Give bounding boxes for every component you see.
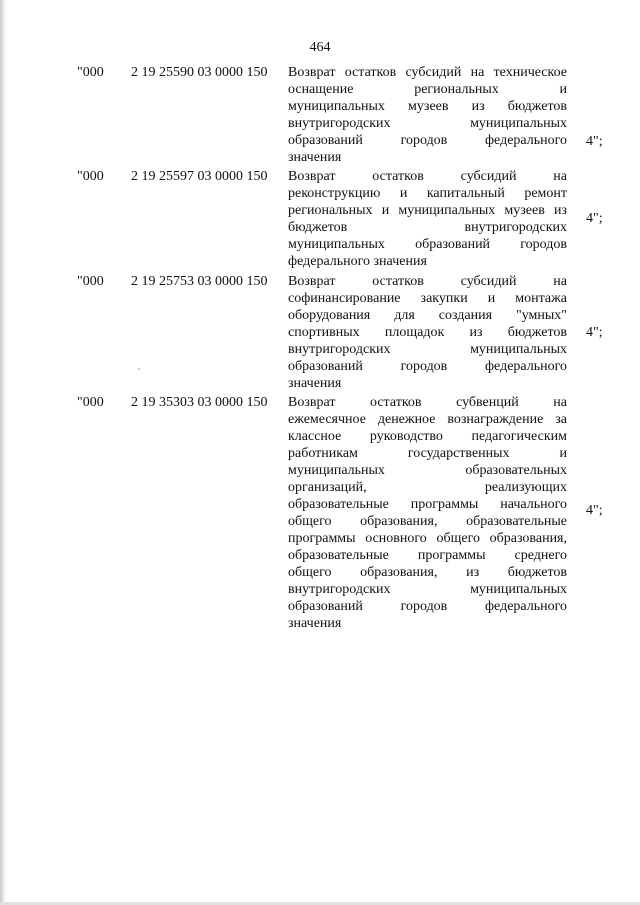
description-line: образовательные программы среднего bbox=[288, 548, 567, 563]
description-line: региональных и муниципальных музеев из bbox=[288, 203, 567, 218]
description-line: муниципальных образований городов bbox=[288, 237, 567, 252]
page-shadow-edge bbox=[0, 0, 6, 905]
row-code: 2 19 35303 03 0000 150 bbox=[131, 395, 268, 410]
description-line: работникам государственных и bbox=[288, 446, 567, 461]
description-line: ежемесячное денежное вознаграждение за bbox=[288, 412, 567, 427]
row-prefix: "000 bbox=[77, 274, 104, 289]
description-line: образований городов федерального bbox=[288, 599, 567, 614]
row-description bbox=[288, 168, 567, 270]
description-line: организаций, реализующих bbox=[288, 480, 567, 495]
description-line: Возврат остатков субсидий на bbox=[288, 169, 567, 184]
row-suffix: 4"; bbox=[586, 503, 603, 518]
description-line: классное руководство педагогическим bbox=[288, 429, 567, 444]
description-line: внутригородских муниципальных bbox=[288, 582, 567, 597]
scan-speck bbox=[138, 368, 140, 370]
row-code: 2 19 25753 03 0000 150 bbox=[131, 274, 268, 289]
description-line: Возврат остатков субсидий на bbox=[288, 274, 567, 289]
row-prefix: "000 bbox=[77, 395, 104, 410]
row-prefix: "000 bbox=[77, 65, 104, 80]
row-description bbox=[288, 64, 567, 166]
description-line: Возврат остатков субсидий на техническое bbox=[288, 65, 567, 80]
row-suffix: 4"; bbox=[586, 134, 603, 149]
description-line: образовательные программы начального bbox=[288, 497, 567, 512]
description-line: оснащение региональных и bbox=[288, 82, 567, 97]
description-line: программы основного общего образования, bbox=[288, 531, 567, 546]
description-line: значения bbox=[288, 150, 342, 165]
description-line: реконструкцию и капитальный ремонт bbox=[288, 186, 567, 201]
description-line: значения bbox=[288, 376, 342, 391]
page-number: 464 bbox=[309, 40, 331, 55]
description-line: общего образования, из бюджетов bbox=[288, 565, 567, 580]
description-line: бюджетов внутригородских bbox=[288, 220, 567, 235]
description-line: софинансирование закупки и монтажа bbox=[288, 291, 567, 306]
row-prefix: "000 bbox=[77, 169, 104, 184]
description-line: Возврат остатков субвенций на bbox=[288, 395, 567, 410]
description-line: федерального значения bbox=[288, 254, 427, 269]
description-line: внутригородских муниципальных bbox=[288, 342, 567, 357]
row-suffix: 4"; bbox=[586, 211, 603, 226]
description-line: образований городов федерального bbox=[288, 359, 567, 374]
row-code: 2 19 25590 03 0000 150 bbox=[131, 65, 268, 80]
description-line: спортивных площадок из бюджетов bbox=[288, 325, 567, 340]
description-line: значения bbox=[288, 616, 342, 631]
description-line: муниципальных образовательных bbox=[288, 463, 567, 478]
description-line: общего образования, образовательные bbox=[288, 514, 567, 529]
row-suffix: 4"; bbox=[586, 325, 603, 340]
description-line: оборудования для создания "умных" bbox=[288, 308, 567, 323]
row-description bbox=[288, 394, 567, 632]
row-code: 2 19 25597 03 0000 150 bbox=[131, 169, 268, 184]
description-line: внутригородских муниципальных bbox=[288, 116, 567, 131]
row-description bbox=[288, 273, 567, 392]
description-line: муниципальных музеев из бюджетов bbox=[288, 99, 567, 114]
description-line: образований городов федерального bbox=[288, 133, 567, 148]
